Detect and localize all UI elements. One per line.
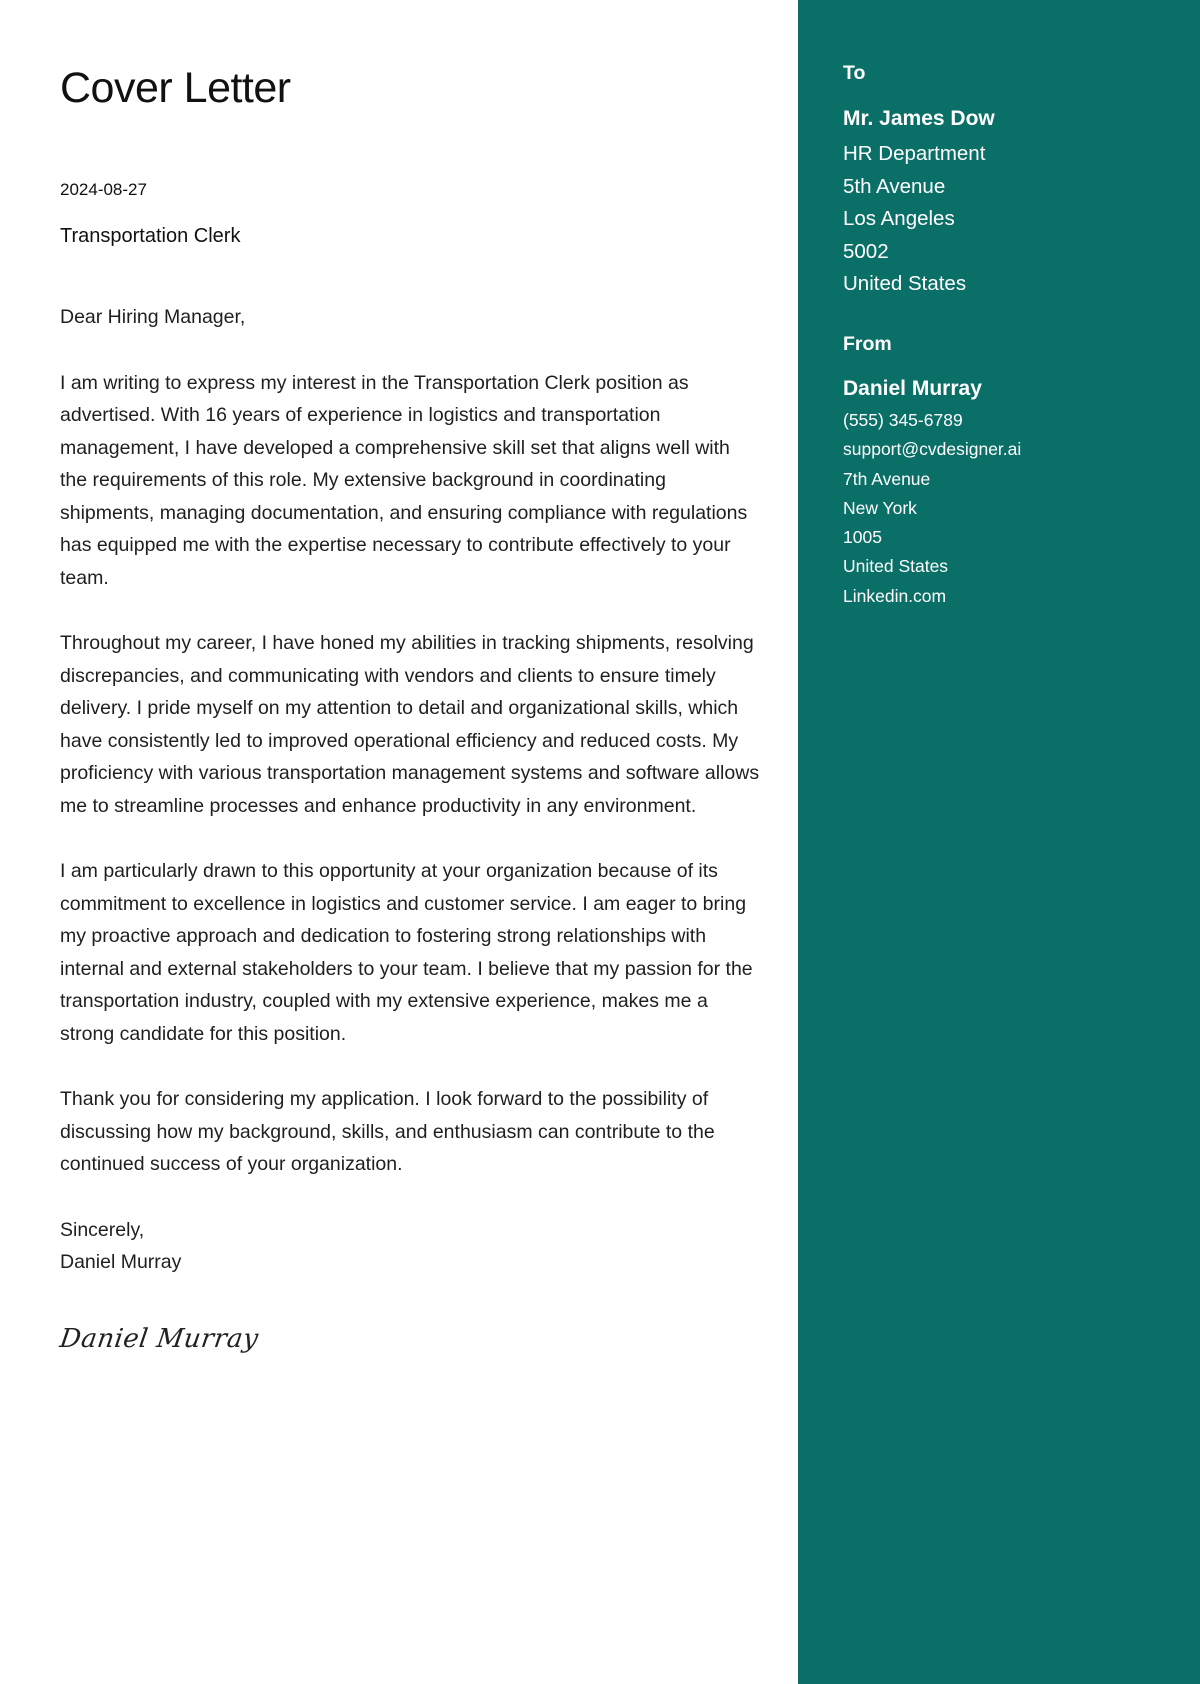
sender-street: 7th Avenue [843,468,931,489]
recipient-street: 5th Avenue [843,174,946,198]
sender-name: Daniel Murray [843,377,982,400]
paragraph-1: I am writing to express my interest in the Transportation Clerk position as advertised. With 16 years of experience in logistics and transportation management, I have developed a comprehensive skill set that aligns well with the requirements of this role. My extensive background in coordinating shipments, managing documentation, and ensuring compliance with regulations has equipped me with the expertise necessary to contribute effectively to your team. [60,371,748,589]
handwritten-signature: Daniel Murray [57,1324,261,1354]
letter-date: 2024-08-27 [60,180,147,199]
sender-country: United States [843,556,949,577]
contact-sidebar [798,0,1200,1684]
sender-zip: 1005 [843,527,882,548]
paragraph-4: Thank you for considering my application. I look forward to the possibility of discussing how my background, skills, and enthusiasm can contribute to the continued success of your organization. [60,1088,715,1175]
recipient-country: United States [843,272,967,296]
sender-contact [843,406,1021,611]
recipient-zip: 5002 [843,239,889,263]
salutation: Dear Hiring Manager, [60,306,246,328]
job-position: Transportation Clerk [60,225,241,247]
closing-name: Daniel Murray [60,1251,182,1273]
recipient-city: Los Angeles [843,207,955,231]
from-label: From [843,333,892,355]
sender-city: New York [843,497,917,518]
letter-text [60,301,760,1279]
recipient-department: HR Department [843,142,986,165]
recipient-name: Mr. James Dow [843,107,995,130]
sender-website: Linkedin.com [843,585,947,606]
to-label: To [843,62,866,84]
paragraph-2: Throughout my career, I have honed my abilities in tracking shipments, resolving discrepancies, and communicating with vendors and clients to ensure timely delivery. I pride myself on my attention to detail and organizational skills, which have consistently led to improved operational efficiency and reduced costs. My proficiency with various transportation management systems and software allows me to streamline processes and enhance productivity in any environment. [60,632,760,817]
sender-phone: (555) 345-6789 [843,410,963,430]
sender-email: support@cvdesigner.ai [843,439,1022,460]
recipient-address [843,138,985,301]
page-title: Cover Letter [60,64,291,112]
paragraph-3: I am particularly drawn to this opportunity at your organization because of its commitment to excellence in logistics and customer service. I am eager to bring my proactive approach and dedication to fostering strong relationships with internal and external stakeholders to your team. I believe that my passion for the transportation industry, coupled with my extensive experience, makes me a strong candidate for this position. [60,860,753,1045]
closing: Sincerely, [60,1218,145,1241]
